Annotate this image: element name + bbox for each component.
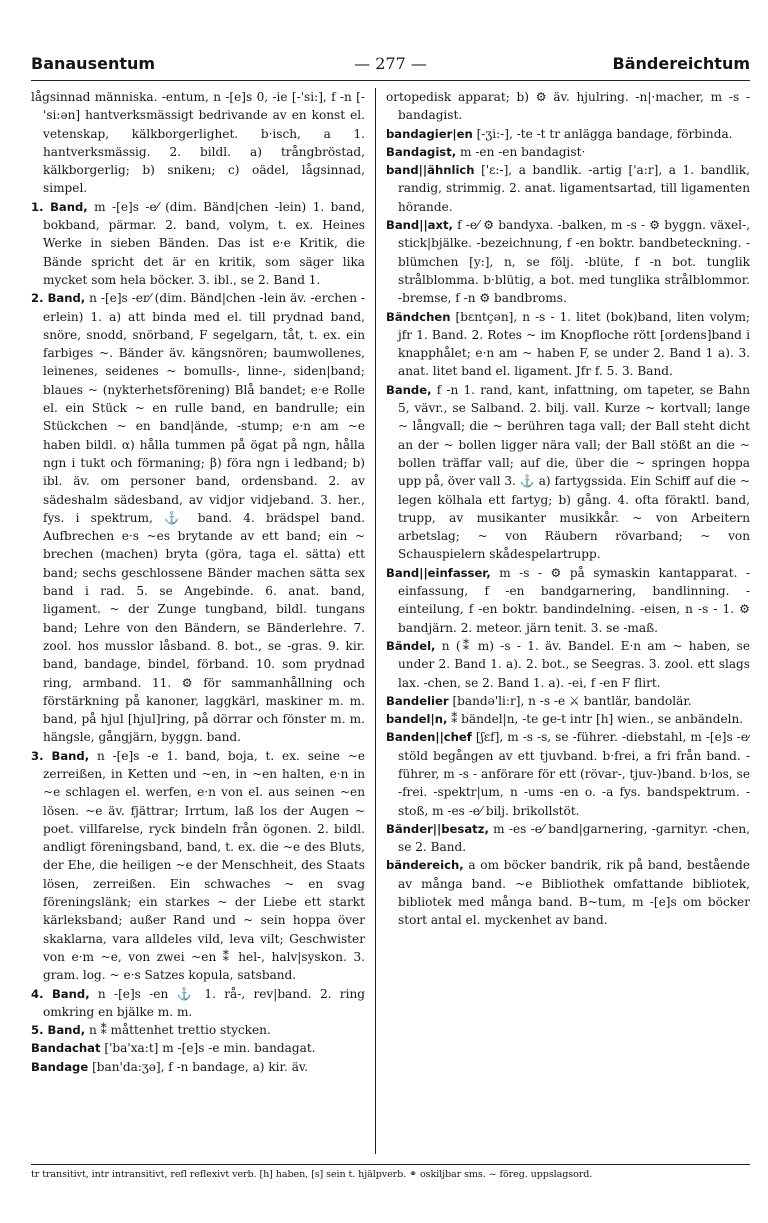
- entry-definition: [bɛntçən], n -s - 1. litet (bok)band, liten volym; jfr 1. Band. 2. Rotes ~ im Knopfloche rött [ordens]band i knapphålet; e·n am ~ haben F, se under 2. Band 1 a). 3. anat. litet band el. ligament. Jfr f. 5. 3. Band.: [398, 309, 750, 379]
- dictionary-entry: [386, 820, 750, 857]
- dictionary-entry: [31, 88, 365, 198]
- running-header: [31, 50, 750, 76]
- entry-headword: Band||einfasser,: [386, 565, 491, 580]
- entry-headword: bändereich,: [386, 858, 464, 873]
- dictionary-entry: [386, 856, 750, 929]
- abbreviation-footnote: tr transitivt, intr intransitivt, refl reflexivt verb. [h] haben, [s] sein t. hjälpverb. ⚭ oskiljbar sms. ~ föreg. uppslagsord.: [31, 1169, 593, 1180]
- dictionary-entry: [31, 1039, 365, 1057]
- entry-definition: n ⁑ måttenhet trettio stycken.: [88, 1023, 271, 1038]
- entry-definition: [-ʒi:-], -te -t tr anlägga bandage, förbinda.: [476, 126, 733, 141]
- dictionary-entry: [31, 1021, 365, 1039]
- entry-headword: Bändel,: [386, 638, 436, 653]
- entry-definition: n -[e]s -e 1. band, boja, t. ex. seine ~e zerreißen, in Ketten und ~en, in ~en halten, e·n in ~e schlagen el. werfen, e·n von el. aus seinen ~en lösen. ~e äv. fjättrar; Irrtum, laß los der Augen ~ poet. villfarelse, ryck bindeln från ögonen. 2. bildl. andligt föreningsband, band, t. ex. die ~e des Bluts, der Ehe, die heiligen ~e der Menschheit, des Staats lösen, zerreißen. Ein schwaches ~ en svag föreningslänk; ein starkes ~ der Liebe ett starkt kärleksband; außer Rand und ~ sein hoppa över skaklarna, vara alldeles vild, leva vilt; Geschwister von e·m ~e, von zwei ~en ⁑ hel-, halv|syskon. 3. gram. log. ~ e·s Satzes kopula, satsband.: [43, 748, 365, 983]
- entry-definition: m -[e]s -e⁄ (dim. Bänd|chen -lein) 1. band, bokband, pärmar. 2. band, volym, t. ex. Heines Werke in sieben Bänden. Das ist e·e Kritik, die Bände spricht det är en kritik, som säger lika mycket som hela böcker. 3. ibl., se 2. Band 1.: [43, 199, 365, 287]
- dictionary-entry: [31, 289, 365, 746]
- entry-definition: a om böcker bandrik, rik på band, bestående av många band. ~e Bibliothek omfattande bibliotek, bibliotek med många band. B~tum, m -[e]s om böcker stort antal el. myckenhet av band.: [398, 858, 750, 928]
- entry-headword: 4. Band,: [31, 986, 90, 1001]
- dictionary-entry: [386, 216, 750, 307]
- entry-headword: band||ähnlich: [386, 163, 475, 178]
- entry-headword: bandel|n,: [386, 712, 448, 727]
- dictionary-entry: [31, 198, 365, 289]
- entry-definition: ortopedisk apparat; b) ⚙ äv. hjulring. -n|·macher, m -s - bandagist.: [386, 90, 750, 123]
- dictionary-entry: [386, 125, 750, 143]
- dictionary-entry: [386, 710, 750, 728]
- dictionary-entry: [31, 1058, 365, 1076]
- entry-headword: 1. Band,: [31, 199, 88, 214]
- dictionary-entry: [386, 637, 750, 692]
- entry-headword: Bändchen: [386, 309, 451, 324]
- entry-headword: 2. Band,: [31, 291, 86, 306]
- page-number: — 277 —: [354, 54, 427, 73]
- entry-headword: Bandagist,: [386, 144, 457, 159]
- entry-definition: ['ɛ:-], a bandlik. -artig ['a:r], a 1. bandlik, randig, strimmig. 2. anat. ligamentsartad, till ligamenten hörande.: [398, 163, 750, 214]
- entry-headword: Bandachat: [31, 1041, 101, 1056]
- dictionary-entry: [386, 692, 750, 710]
- entry-definition: m -en -en bandagist·: [460, 144, 586, 159]
- entry-definition: m -es -e⁄ band|garnering, -garnityr. -chen, se 2. Band.: [398, 821, 750, 855]
- entry-headword: Bänder||besatz,: [386, 821, 489, 836]
- entry-definition: ['ba'xa:t] m -[e]s -e min. bandagat.: [104, 1041, 316, 1056]
- entry-headword: 5. Band,: [31, 1023, 86, 1038]
- dictionary-entry: [386, 381, 750, 564]
- header-right-guideword: Bändereichtum: [612, 54, 750, 73]
- entry-definition: [bandə'li:r], n -s -e ⚔ bantlär, bandolär.: [452, 693, 692, 708]
- entry-headword: 3. Band,: [31, 748, 90, 763]
- left-column: [31, 88, 365, 1158]
- entry-definition: f -n 1. rand, kant, infattning, om tapeter, se Bahn 5, vävr., se Salband. 2. bilj. vall. Kurze ~ kortvall; lange ~ långvall; die ~ berühren taga vall; der Ball steht dicht an der ~ bollen ligger nära vall; der Ball stößt an die ~ bollen träffar vall; auf die, über die ~ springen hoppa upp på, över vall 3. ⚓ a) fartygssida. Ein Schiff auf die ~ legen kölhala ett fartyg; b) gång. 4. ofta föraktl. band, trupp, av musikanter musikkår. ~ von Arbeitern arbetslag; ~ von Räubern rövarband; ~ von Schauspielern skådespelartrupp.: [398, 382, 750, 562]
- entry-definition: n -[e]s -er⁄ (dim. Bänd|chen -lein äv. -erchen -erlein) 1. a) att binda med el. till prydnad band, snöre, snodd, snörband, F segelgarn, tåt, t. ex. ein farbiges ~. Bänder äv. kängsnören; baumwollenes, leinenes, seidenes ~ bomulls-, linne-, siden|band; blaues ~ (nykterhetsförening) Blå bandet; e·e Rolle el. ein Stück ~ en rulle band, en bandrulle; ein Stückchen ~ en band|ände, -stump; e·n am ~e haben bildl. α) hålla tummen på ögat på ngn, hålla ngn i tukt och förmaning; β) föra ngn i ledband; b) ibl. äv. om personer band, ordensband. 2. av sädeshalm sädesband, av vidjor vidjeband. 3. her., fys. i spektrum, ⚓ band. 4. brädspel band. Aufbrechen e·s ~es brytande av ett band; ein ~ brechen (machen) bryta (göra, taga el. sätta) ett band; sechs geschlossene Bänder machen sätta sex band i rad. 5. se Angebinde. 6. anat. band, ligament. ~ der Zunge tungband, bildl. tungans band; Lehre von den Bändern, se Bänderlehre. 7. zool. hos musslor låsband. 8. bot., se -gras. 9. kir. band, bandage, bindel, förband. 10. som prydnad ring, armband. 11. ⚙ för sammanhållning och förstärkning på kanoner, laggkärl, maskiner m. m. band, på hjul [hjul]ring, på dörrar och fönster m. m. hängsle, gångjärn, byggn. band.: [43, 291, 365, 745]
- entry-headword: Banden||chef: [386, 730, 472, 745]
- entry-definition: [ban'da:ʒə], f -n bandage, a) kir. äv.: [92, 1059, 309, 1074]
- entry-headword: bandagier|en: [386, 126, 473, 141]
- dictionary-entry: [386, 308, 750, 381]
- header-left-guideword: Banausentum: [31, 54, 156, 73]
- footer-rule: [31, 1164, 750, 1165]
- entry-definition: n (⁑ m) -s - 1. äv. Bandel. E·n am ~ haben, se under 2. Band 1. a). 2. bot., se Seegras. 3. zool. ett slags lax. -chen, se 2. Band 1. a). -ei, f -en F flirt.: [398, 638, 750, 690]
- entry-headword: Band||axt,: [386, 218, 453, 233]
- header-rule: [31, 80, 750, 81]
- dictionary-entry: [31, 985, 365, 1022]
- dictionary-entry: [386, 143, 750, 161]
- entry-definition: n -[e]s -en ⚓ 1. rå-, rev|band. 2. ring omkring en bjälke m. m.: [43, 986, 365, 1019]
- dictionary-entry: [386, 728, 750, 819]
- entry-headword: Bandelier: [386, 693, 449, 708]
- column-divider: [375, 88, 376, 1154]
- entry-definition: lågsinnad människa. -entum, n -[e]s 0, -ie [-'si:], f -n [-'si:ən] hantverksmässigt bedrivande av en konst el. vetenskap, kälkborgerlighet. b·isch, a 1. hantverksmässig. 2. bildl. a) trångbröstad, kälkborgerlig; b) snikenı; c) oädel, lågsinnad, simpel.: [31, 90, 365, 196]
- right-column: [386, 88, 750, 1158]
- entry-definition: ⁑ bändel|n, -te ge-t intr [h] wien., se anbändeln.: [451, 712, 744, 727]
- entry-definition: m -s - ⚙ på symaskin kantapparat. -einfassung, f -en bandgarnering, bandlinning. -einteilung, f -en boktr. bandindelning. -eisen, n -s - 1. ⚙ bandjärn. 2. meteor. järn tenit. 3. se -maß.: [398, 565, 750, 635]
- dictionary-entry: [386, 564, 750, 637]
- dictionary-entry: [386, 161, 750, 216]
- dictionary-entry: [386, 88, 750, 125]
- entry-definition: [ʃɛf], m -s -s, se -führer. -diebstahl, m -[e]s -e⁄ stöld begången av ett tjuvband. b·frei, a fri från band. -führer, m -s - anförare för ett (rövar-, tjuv-)band. b·los, se -frei. -spektr|um, n -ums -en o. -a fys. bandspektrum. -stoß, m -es -e⁄ bilj. brikollstöt.: [398, 730, 750, 818]
- entry-headword: Bande,: [386, 382, 432, 397]
- dictionary-entry: [31, 747, 365, 985]
- entry-headword: Bandage: [31, 1059, 89, 1074]
- entry-definition: f -e⁄ ⚙ bandyxa. -balken, m -s - ⚙ byggn. växel-, stick|bjälke. -bezeichnung, f -en boktr. bandbeteckning. -blümchen [y:], n, se följ. -blüte, f -n bot. tunglik strålblomma. b·blütig, a bot. med tunglika strålblommor. -bremse, f -n ⚙ bandbroms.: [398, 218, 750, 306]
